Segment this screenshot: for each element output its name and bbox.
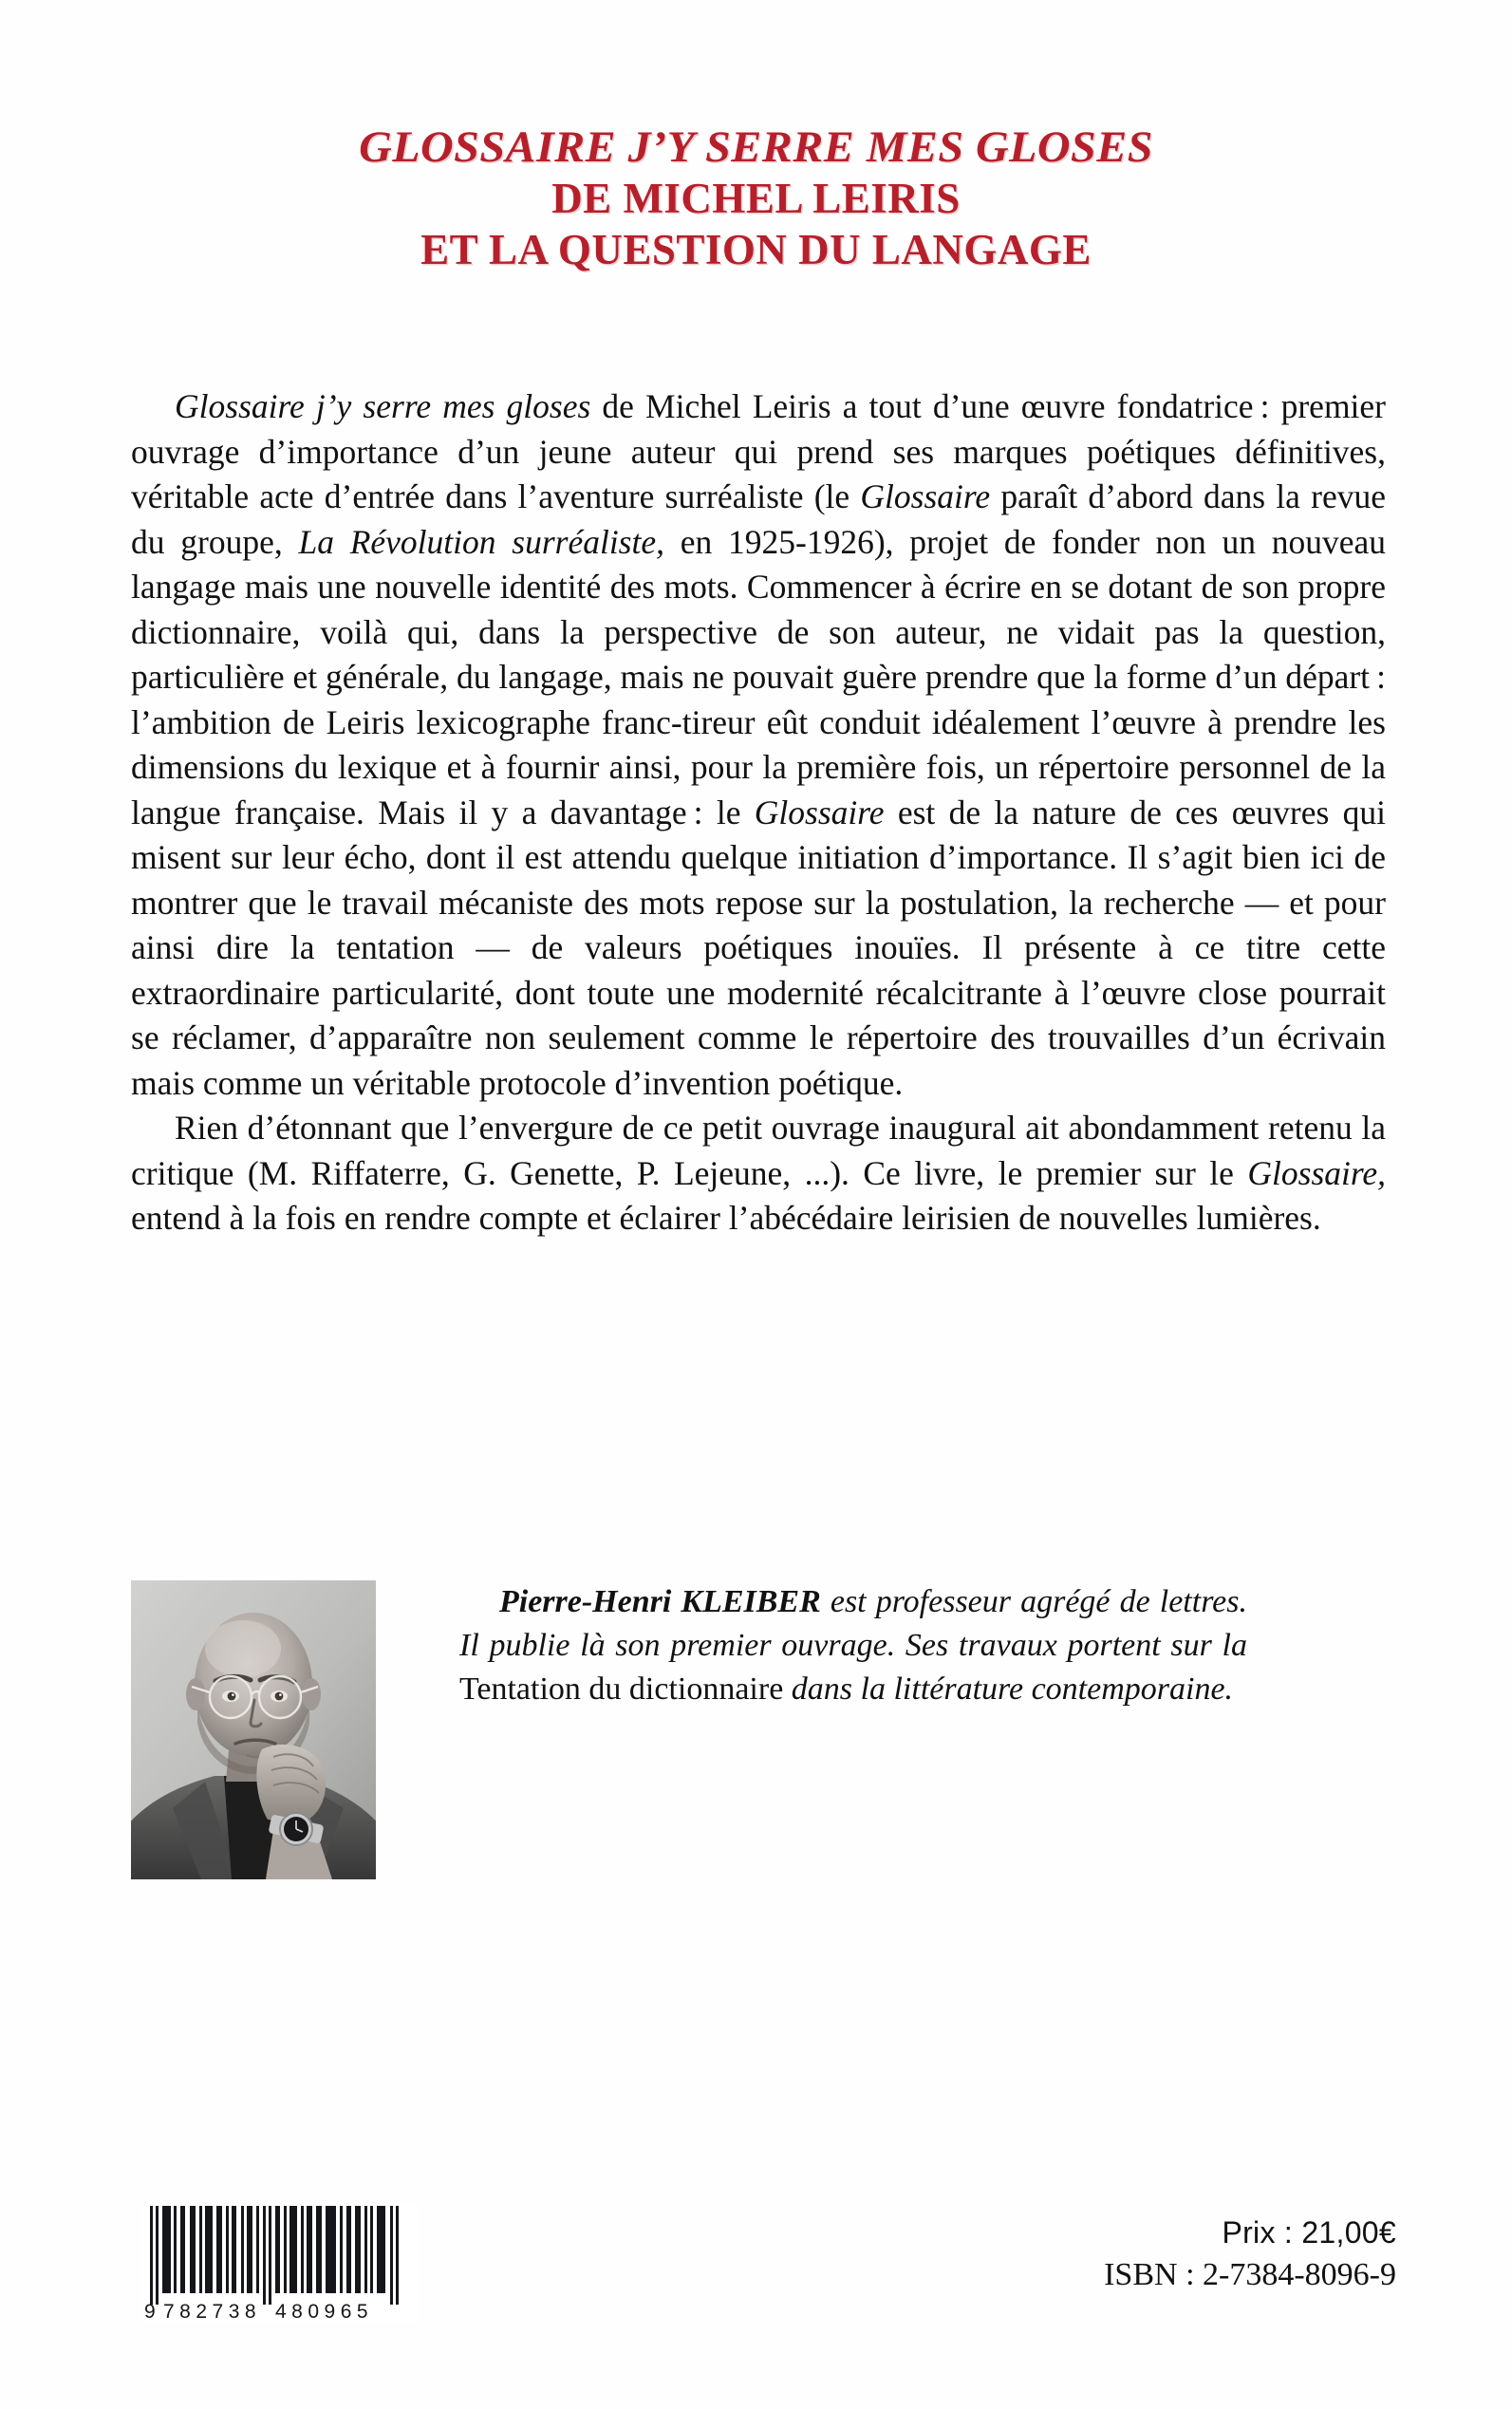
author-bio-paragraph: Pierre-Henri KLEIBER est professeur agrégé de lettres. Il publie là son premier ouvrage. Ses travaux portent sur la Tentation du dictionnaire dans la littérature contemporaine. bbox=[459, 1584, 1247, 1707]
ean13-barcode bbox=[142, 2202, 418, 2322]
author-bio-row bbox=[131, 1580, 1386, 1879]
blurb-paragraph-2: Rien d’étonnant que l’envergure de ce petit ouvrage inaugural ait abondamment retenu la critique (M. Riffaterre, G. Genette, P. Lejeune, ...). Ce livre, le premier sur le Glossaire, entend à la fois en rendre compte et éclairer l’abécédaire leirisien de nouvelles lumières. bbox=[131, 1109, 1386, 1237]
author-portrait-illustration bbox=[131, 1580, 376, 1879]
book-title-line-2: DE MICHEL LEIRIS bbox=[551, 175, 961, 223]
back-cover-blurb bbox=[131, 384, 1386, 1242]
book-title-line-3: ET LA QUESTION DU LANGAGE bbox=[420, 225, 1092, 273]
book-title-block bbox=[0, 121, 1512, 275]
isbn-label: ISBN : 2-7384-8096-9 bbox=[1104, 2257, 1396, 2292]
barcode-graphic bbox=[142, 2202, 418, 2322]
price-isbn-block bbox=[1104, 2212, 1396, 2297]
barcode-digit-lead: 9 bbox=[144, 2301, 156, 2322]
price-label: Prix : 21,00€ bbox=[1222, 2215, 1396, 2250]
author-portrait-photo bbox=[131, 1580, 376, 1879]
barcode-digits-left: 782738 bbox=[163, 2301, 262, 2322]
blurb-paragraph-1: Glossaire j’y serre mes gloses de Michel Leiris a tout d’une œuvre fondatrice : premier ouvrage d’importance d’un jeune auteur qui prend ses marques poétiques définitives, véritable acte d’entrée dans l’aventure surréaliste (le Glossaire paraît d’abord dans la revue du groupe, La Révolution surréaliste, en 1925-1926), projet de fonder non un nouveau langage mais une nouvelle identité des mots. Commencer à écrire en se dotant de son propre dictionnaire, voilà qui, dans la perspective de son auteur, ne vidait pas la question, particulière et générale, du langage, mais ne pouvait guère prendre que la forme d’un départ : l’ambition de Leiris lexicographe franc-tireur eût conduit idéalement l’œuvre à prendre les dimensions du lexique et à fournir ainsi, pour la première fois, un répertoire personnel de la langue française. Mais il y a davantage : le Glossaire est de la nature de ces œuvres qui misent sur leur écho, dont il est attendu quelque initiation d’importance. Il s’agit bien ici de montrer que le travail mécaniste des mots repose sur la postulation, la recherche — et pour ainsi dire la tentation — de valeurs poétiques inouïes. Il présente à ce titre cette extraordinaire particularité, dont toute une modernité récalcitrante à l’œuvre close pourrait se réclamer, d’apparaître non seulement comme le répertoire des trouvailles d’un écrivain mais comme un véritable protocole d’invention poétique. bbox=[131, 387, 1386, 1102]
book-title-line-1: GLOSSAIRE J’Y SERRE MES GLOSES bbox=[359, 122, 1153, 172]
barcode-digits-right: 480965 bbox=[275, 2301, 374, 2322]
author-bio-text bbox=[459, 1580, 1247, 1711]
